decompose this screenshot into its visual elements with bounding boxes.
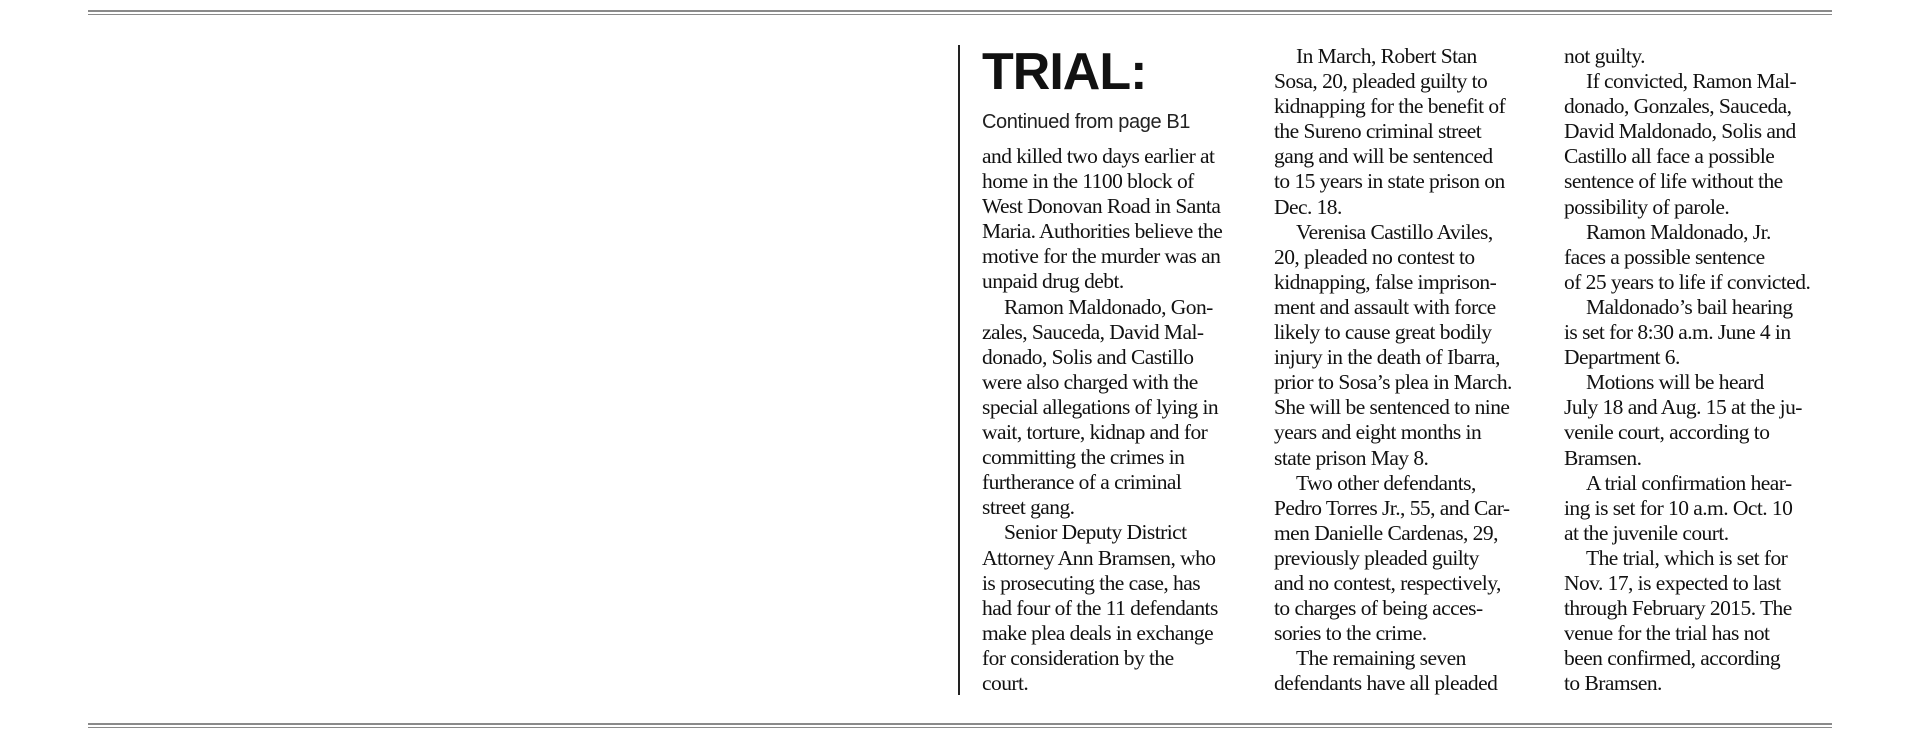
text-line: Sosa, 20, pleaded guilty to [1274, 69, 1488, 94]
text-line: is prosecuting the case, has [982, 570, 1201, 595]
text-line: kidnapping for the benefit of [1274, 94, 1506, 119]
column-divider [958, 45, 960, 695]
text-line: David Maldonado, Solis and [1564, 119, 1796, 144]
text-line: state prison May 8. [1274, 445, 1429, 470]
text-line: Verenisa Castillo Aviles, [1296, 219, 1493, 244]
bottom-rule [88, 723, 1832, 728]
text-line: previously pleaded guilty [1274, 545, 1479, 570]
text-line: been confirmed, according [1564, 646, 1781, 671]
text-line: Maria. Authorities believe the [982, 219, 1223, 244]
text-line: and no contest, respectively, [1274, 570, 1501, 595]
text-line: of 25 years to life if convicted. [1564, 269, 1811, 294]
text-line: donado, Gonzales, Sauceda, [1564, 94, 1792, 119]
text-line: West Donovan Road in Santa [982, 194, 1221, 219]
text-line: The remaining seven [1296, 646, 1466, 671]
text-line: kidnapping, false imprison- [1274, 269, 1497, 294]
text-line: to 15 years in state prison on [1274, 169, 1505, 194]
text-line: home in the 1100 block of [982, 169, 1194, 194]
headline: TRIAL: [982, 43, 1147, 101]
text-line: defendants have all pleaded [1274, 671, 1498, 696]
top-rule [88, 10, 1832, 15]
article-column-1 [982, 44, 1272, 696]
text-line: She will be sentenced to nine [1274, 395, 1510, 420]
text-line: to Bramsen. [1564, 671, 1662, 696]
text-line: The trial, which is set for [1586, 545, 1788, 570]
text-line: court. [982, 670, 1029, 695]
text-line: to charges of being acces- [1274, 596, 1483, 621]
text-line: and killed two days earlier at [982, 144, 1215, 168]
text-line: special allegations of lying in [982, 394, 1219, 419]
text-line: faces a possible sentence [1564, 244, 1765, 269]
text-line: Ramon Maldonado, Gon- [1004, 294, 1213, 319]
text-line: Castillo all face a possible [1564, 144, 1775, 169]
text-line: likely to cause great bodily [1274, 320, 1492, 345]
text-line: years and eight months in [1274, 420, 1482, 445]
text-line: 20, pleaded no contest to [1274, 244, 1475, 269]
text-line: In March, Robert Stan [1296, 44, 1477, 68]
text-line: Two other defendants, [1296, 470, 1476, 495]
text-line: committing the crimes in [982, 445, 1185, 470]
text-line: zales, Sauceda, David Mal- [982, 319, 1204, 344]
text-line: donado, Solis and Castillo [982, 344, 1194, 369]
text-line: for consideration by the [982, 645, 1174, 670]
text-line: Pedro Torres Jr., 55, and Car- [1274, 495, 1510, 520]
text-line: If convicted, Ramon Mal- [1586, 69, 1797, 94]
text-line: unpaid drug debt. [982, 269, 1124, 294]
text-line: is set for 8:30 a.m. June 4 in [1564, 320, 1791, 345]
text-line: July 18 and Aug. 15 at the ju- [1564, 395, 1802, 420]
text-line: ing is set for 10 a.m. Oct. 10 [1564, 495, 1793, 520]
text-line: wait, torture, kidnap and for [982, 420, 1208, 445]
text-line: Ramon Maldonado, Jr. [1586, 219, 1771, 244]
text-line: venile court, according to [1564, 420, 1770, 445]
text-line: not guilty. [1564, 44, 1645, 68]
text-line: Maldonado’s bail hearing [1586, 294, 1793, 319]
text-line: furtherance of a criminal [982, 470, 1182, 495]
text-line: Dec. 18. [1274, 194, 1342, 219]
text-line: Department 6. [1564, 345, 1680, 370]
text-line: A trial confirmation hear- [1586, 470, 1792, 495]
text-line: ment and assault with force [1274, 294, 1496, 319]
text-line: Nov. 17, is expected to last [1564, 570, 1781, 595]
text-line: make plea deals in exchange [982, 620, 1214, 645]
text-line: were also charged with the [982, 369, 1198, 394]
text-line: sentence of life without the [1564, 169, 1783, 194]
text-line: through February 2015. The [1564, 596, 1792, 621]
text-line: sories to the crime. [1274, 621, 1427, 646]
text-line: gang and will be sentenced [1274, 144, 1493, 169]
article-column-2 [1274, 44, 1564, 696]
text-line: street gang. [982, 495, 1075, 520]
text-line: the Sureno criminal street [1274, 119, 1482, 144]
text-line: venue for the trial has not [1564, 621, 1770, 646]
article-column-3 [1564, 44, 1854, 696]
text-line: possibility of parole. [1564, 194, 1730, 219]
text-line: Motions will be heard [1586, 370, 1764, 395]
text-line: had four of the 11 defendants [982, 595, 1218, 620]
text-line: motive for the murder was an [982, 244, 1221, 269]
text-line: prior to Sosa’s plea in March. [1274, 370, 1512, 395]
text-line: Bramsen. [1564, 445, 1642, 470]
text-line: at the juvenile court. [1564, 520, 1729, 545]
text-line: Attorney Ann Bramsen, who [982, 545, 1216, 570]
continued-line: Continued from page B1 [982, 111, 1191, 133]
text-line: injury in the death of Ibarra, [1274, 345, 1500, 370]
text-line: men Danielle Cardenas, 29, [1274, 520, 1498, 545]
text-line: Senior Deputy District [1004, 520, 1187, 545]
